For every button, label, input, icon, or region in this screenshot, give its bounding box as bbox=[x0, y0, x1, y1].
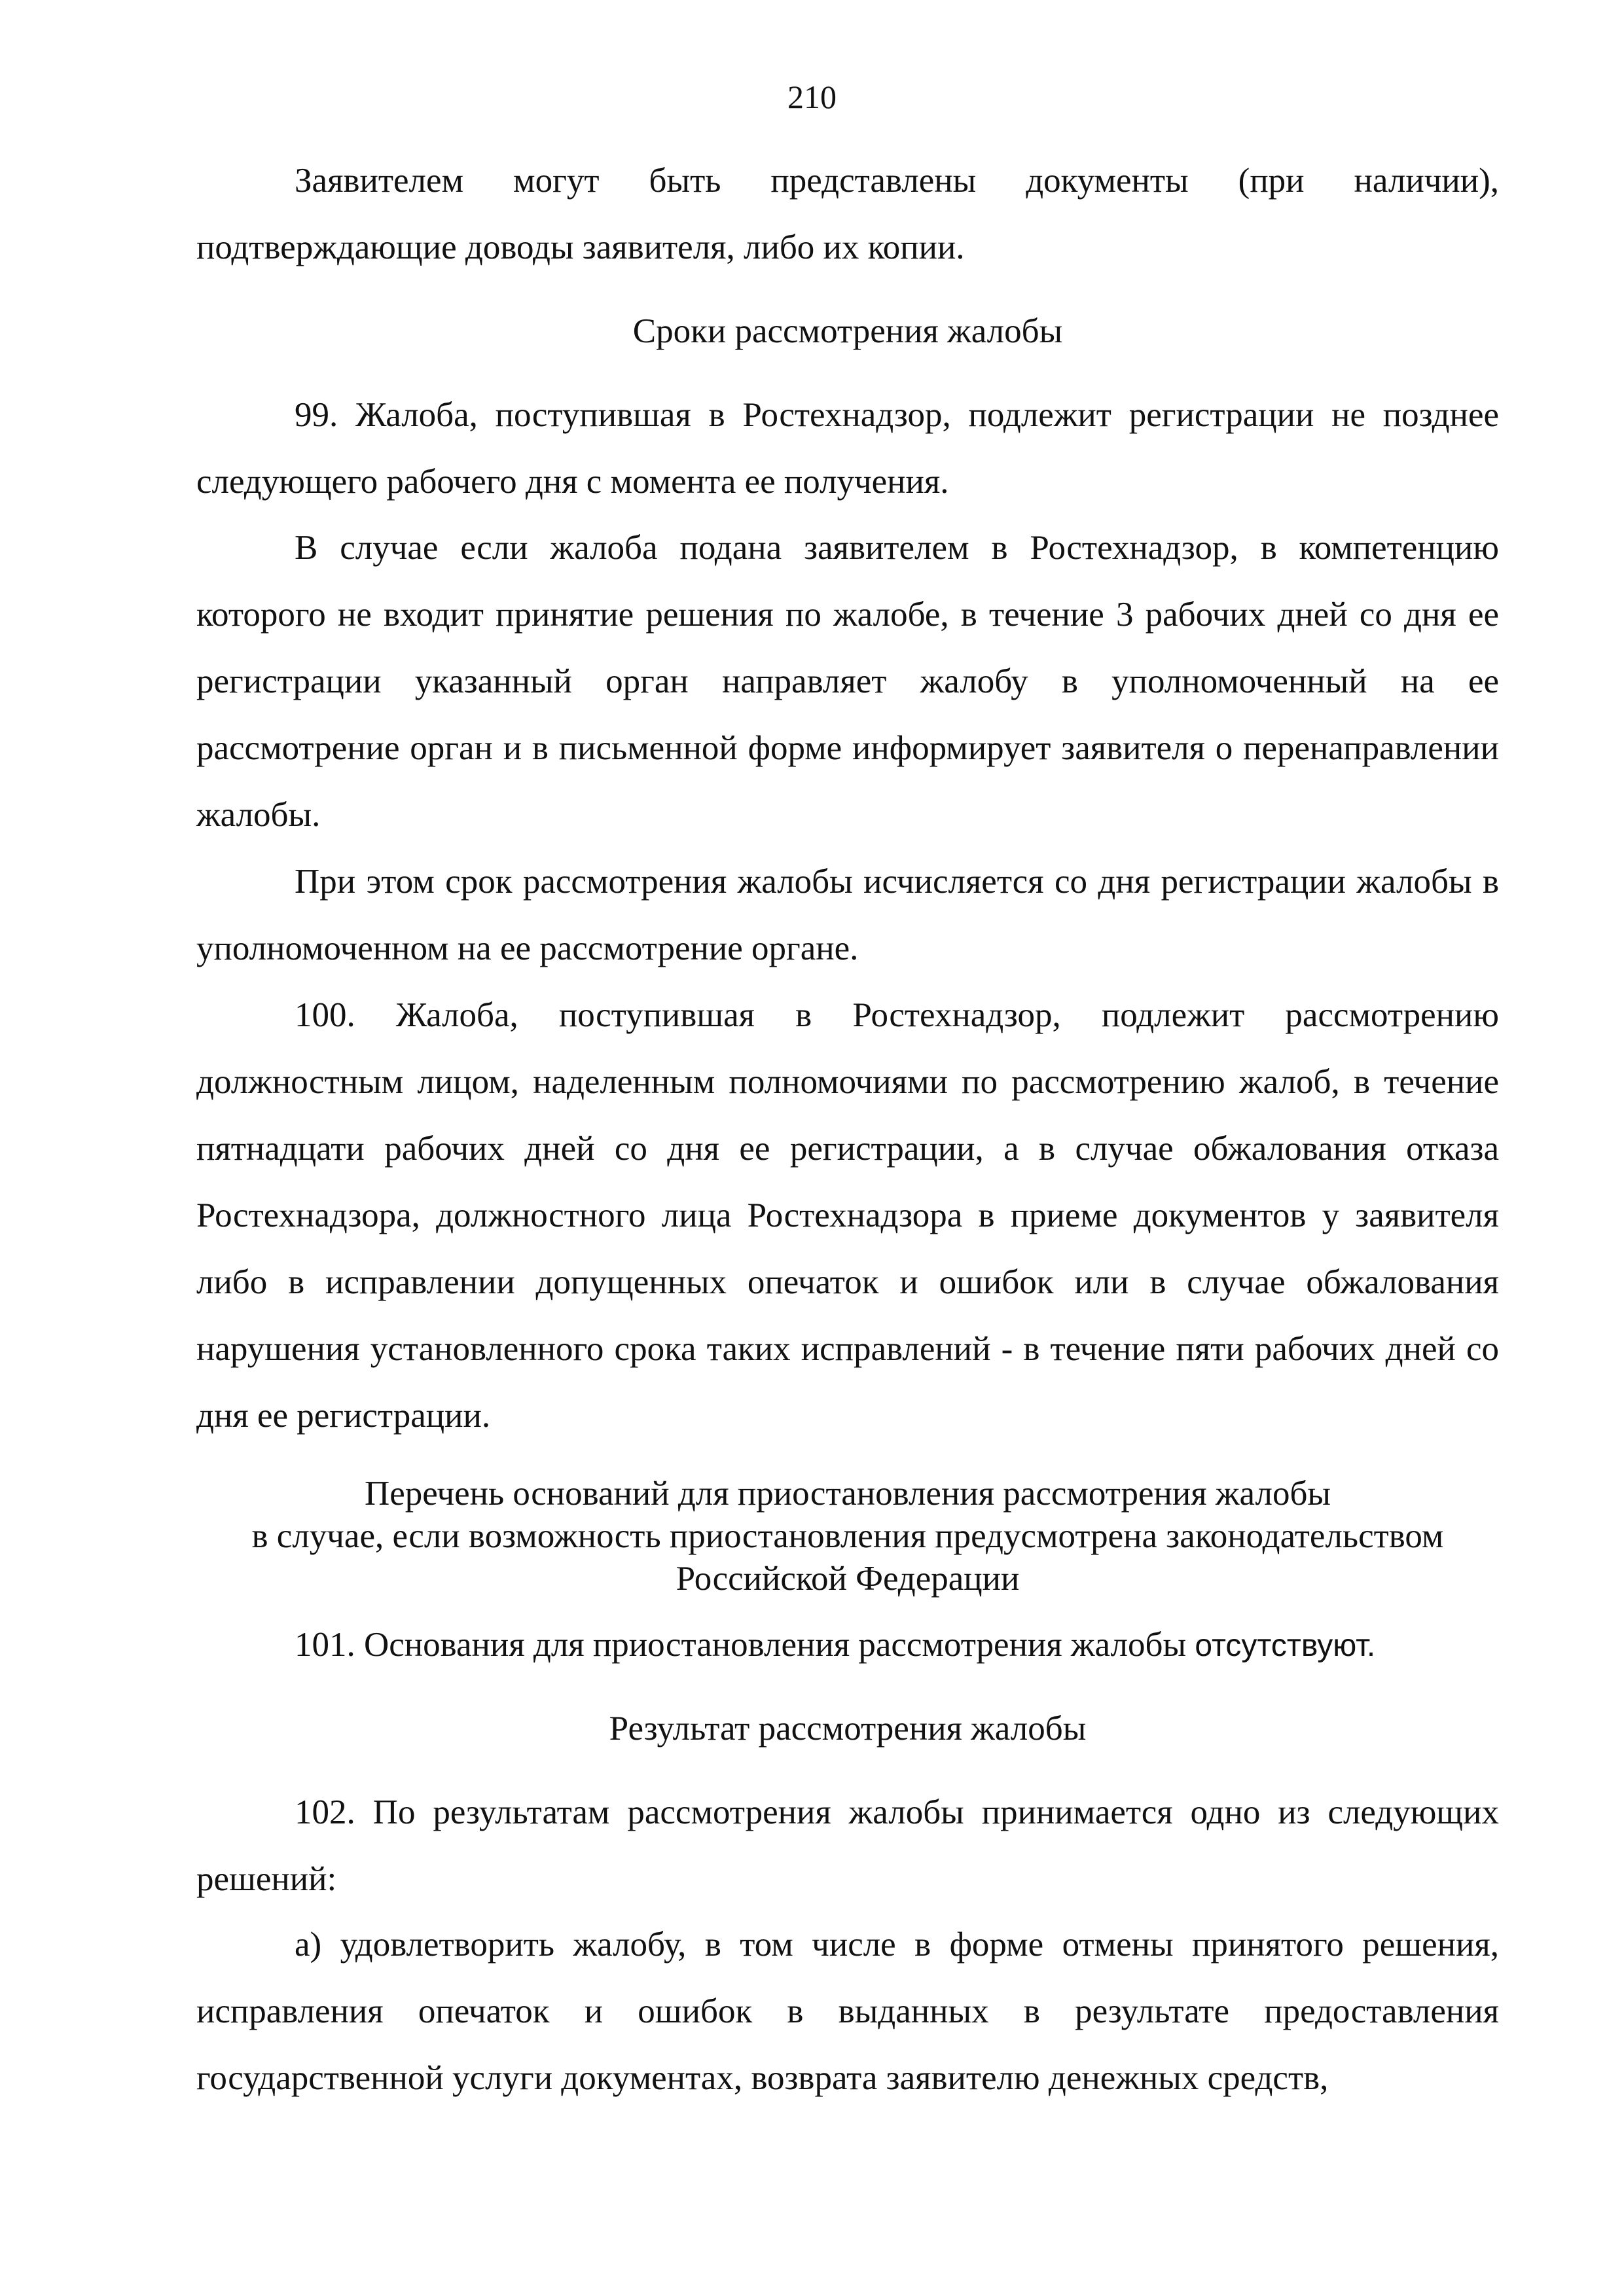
heading-perechen bbox=[196, 1473, 1499, 1600]
paragraph-99: 99. Жалоба, поступившая в Ростехнадзор, подлежит регистрации не позднее следующего рабочего дня с момента ее получения. bbox=[196, 396, 1499, 501]
paragraph-101 bbox=[196, 1611, 1499, 1679]
paragraph-101-main: 101. Основания для приостановления рассмотрения жалобы bbox=[295, 1626, 1187, 1664]
heading-perechen-line-1: Перечень оснований для приостановления рассмотрения жалобы bbox=[364, 1475, 1331, 1513]
page-number: 210 bbox=[787, 79, 837, 115]
heading-perechen-line-2: в случае, если возможность приостановления предусмотрена законодательством bbox=[251, 1517, 1444, 1555]
heading-sroki: Сроки рассмотрения жалобы bbox=[632, 312, 1063, 350]
paragraph-intro: Заявителем могут быть представлены документы (при наличии), подтверждающие доводы заявителя, либо их копии. bbox=[196, 162, 1499, 266]
heading-perechen-line-3: Российской Федерации bbox=[676, 1560, 1020, 1598]
heading-result: Результат рассмотрения жалобы bbox=[609, 1710, 1087, 1748]
paragraph-redirect: В случае если жалоба подана заявителем в Ростехнадзор, в компетенцию которого не входит принятие решения по жалобе, в течение 3 рабочих дней со дня ее регистрации указанный орган направляет жалобу в уполномоченный на ее рассмотрение орган и в письменной форме информирует заявителя о перенаправлении жалобы. bbox=[196, 529, 1499, 834]
paragraph-100: 100. Жалоба, поступившая в Ростехнадзор, подлежит рассмотрению должностным лицом, наделенным полномочиями по рассмотрению жалоб, в течение пятнадцати рабочих дней со дня ее регистрации, а в случае обжалования отказа Ростехнадзора, должностного лица Ростехнадзора в приеме документов у заявителя либо в исправлении допущенных опечаток и ошибок или в случае обжалования нарушения установленного срока таких исправлений - в течение пяти рабочих дней со дня ее регистрации. bbox=[196, 996, 1499, 1435]
paragraph-srok: При этом срок рассмотрения жалобы исчисляется со дня регистрации жалобы в уполномоченном на ее рассмотрение органе. bbox=[196, 863, 1499, 967]
paragraph-a: а) удовлетворить жалобу, в том числе в форме отмены принятого решения, исправления опечаток и ошибок в выданных в результате предоставления государственной услуги документах, возврата заявителю денежных средств, bbox=[196, 1926, 1499, 2097]
paragraph-102: 102. По результатам рассмотрения жалобы принимается одно из следующих решений: bbox=[196, 1793, 1499, 1898]
paragraph-101-end: отсутствуют. bbox=[1195, 1628, 1376, 1663]
